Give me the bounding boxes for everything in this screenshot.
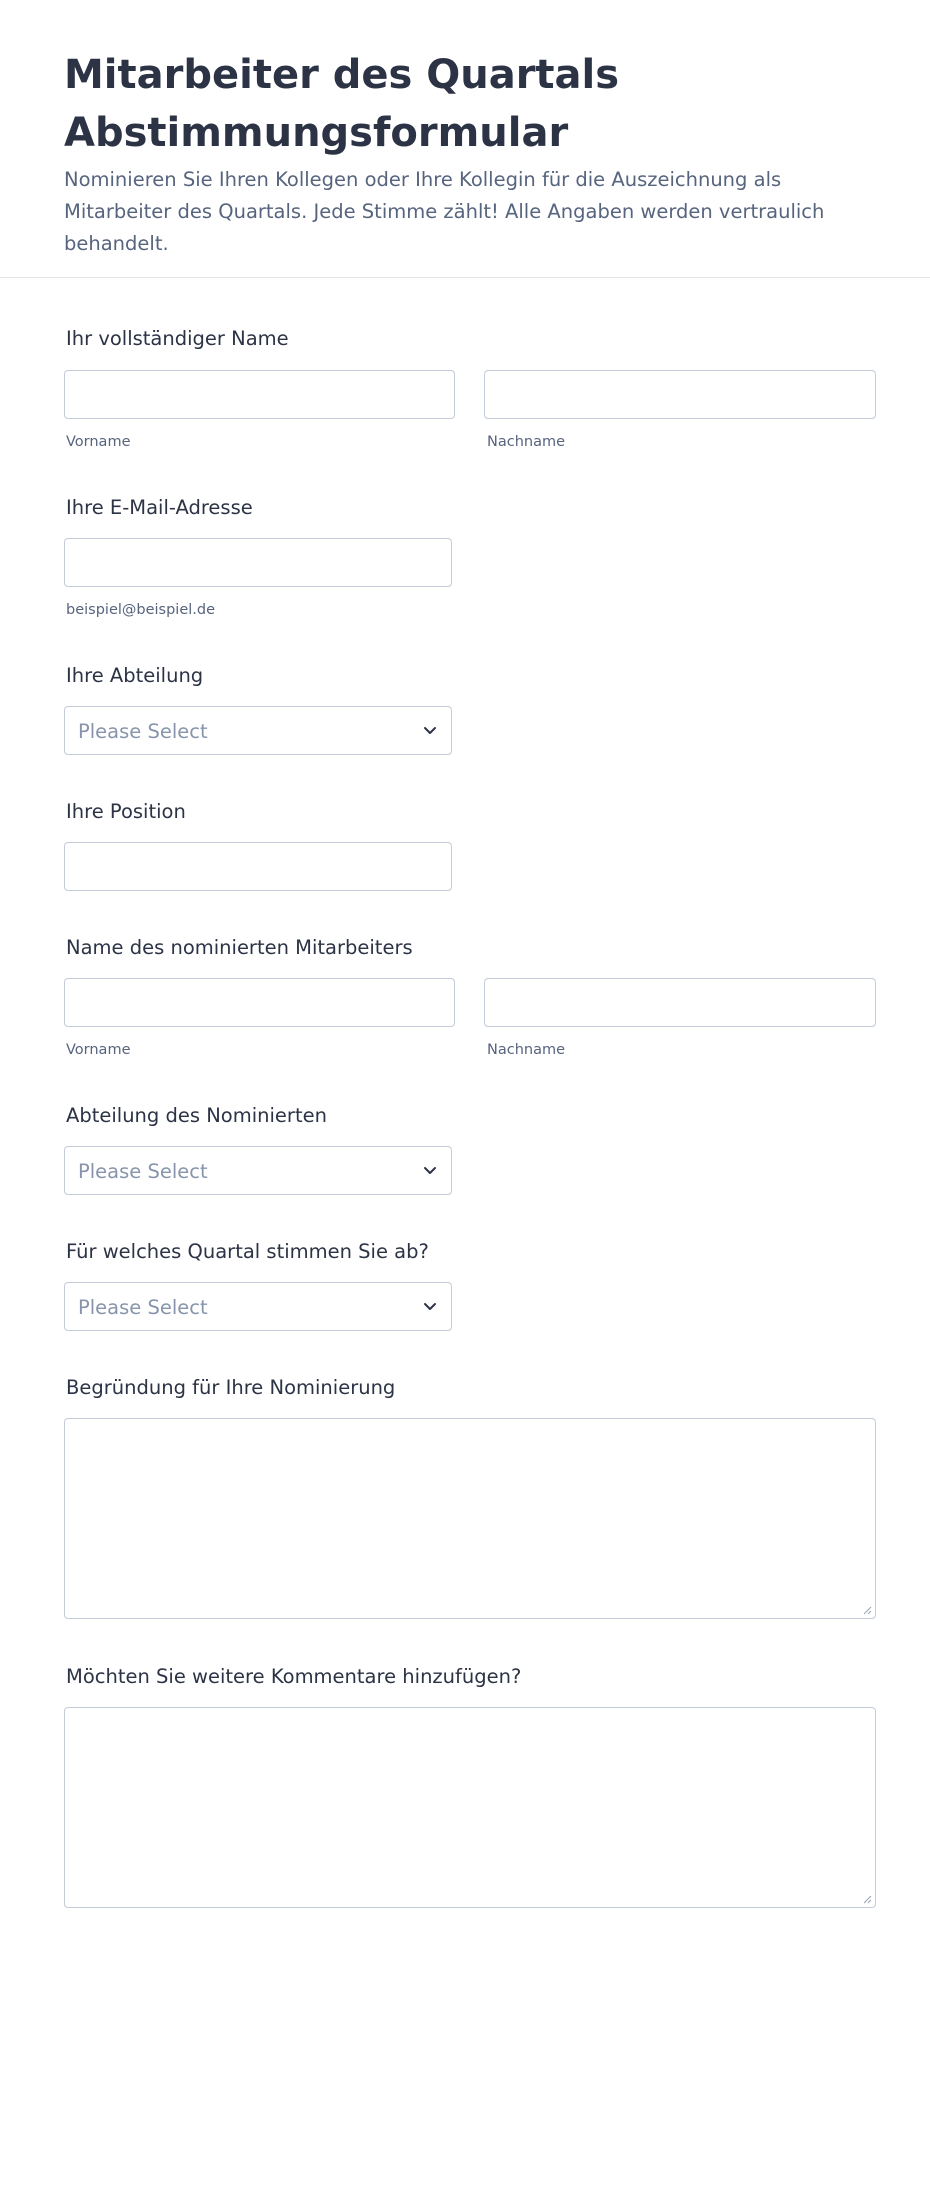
email-input[interactable] — [64, 538, 452, 587]
quarter-select-value: Please Select — [78, 1296, 208, 1319]
nominee-first-name-sublabel: Vorname — [66, 1042, 131, 1058]
quarter-label: Für welches Quartal stimmen Sie ab? — [66, 1240, 429, 1263]
nominee-name-label: Name des nominierten Mitarbeiters — [66, 936, 413, 959]
comments-textarea[interactable] — [64, 1707, 876, 1908]
full-name-label: Ihr vollständiger Name — [66, 327, 289, 350]
nominee-last-name-input[interactable] — [484, 978, 876, 1027]
quarter-select[interactable] — [64, 1282, 452, 1331]
department-select-value: Please Select — [78, 720, 208, 743]
comments-label: Möchten Sie weitere Kommentare hinzufügen? — [66, 1665, 522, 1688]
email-label: Ihre E-Mail-Adresse — [66, 496, 253, 519]
nominee-first-name-input[interactable] — [64, 978, 455, 1027]
nominee-department-label: Abteilung des Nominierten — [66, 1104, 327, 1127]
reason-textarea[interactable] — [64, 1418, 876, 1619]
chevron-down-icon — [422, 1162, 438, 1178]
form-header — [0, 0, 930, 278]
department-label: Ihre Abteilung — [66, 664, 204, 687]
chevron-down-icon — [422, 722, 438, 738]
last-name-sublabel: Nachname — [487, 434, 566, 450]
resize-grip-icon[interactable] — [862, 1894, 872, 1904]
nominee-department-select[interactable] — [64, 1146, 452, 1195]
nominee-department-select-value: Please Select — [78, 1160, 208, 1183]
nominee-last-name-sublabel: Nachname — [487, 1042, 566, 1058]
last-name-input[interactable] — [484, 370, 876, 419]
form-subtitle: Nominieren Sie Ihren Kollegen oder Ihre Kollegin für die Auszeichnung als Mitarbeiter des Quartals. Jede Stimme zählt! Alle Angaben werden vertraulich behandelt. — [64, 168, 825, 255]
form-title: Mitarbeiter des Quartals Abstimmungsformular — [64, 52, 620, 156]
chevron-down-icon — [422, 1298, 438, 1314]
position-label: Ihre Position — [66, 800, 186, 823]
first-name-sublabel: Vorname — [66, 434, 131, 450]
resize-grip-icon[interactable] — [862, 1605, 872, 1615]
reason-label: Begründung für Ihre Nominierung — [66, 1376, 396, 1399]
department-select[interactable] — [64, 706, 452, 755]
position-input[interactable] — [64, 842, 452, 891]
first-name-input[interactable] — [64, 370, 455, 419]
email-sublabel: beispiel@beispiel.de — [66, 602, 216, 618]
